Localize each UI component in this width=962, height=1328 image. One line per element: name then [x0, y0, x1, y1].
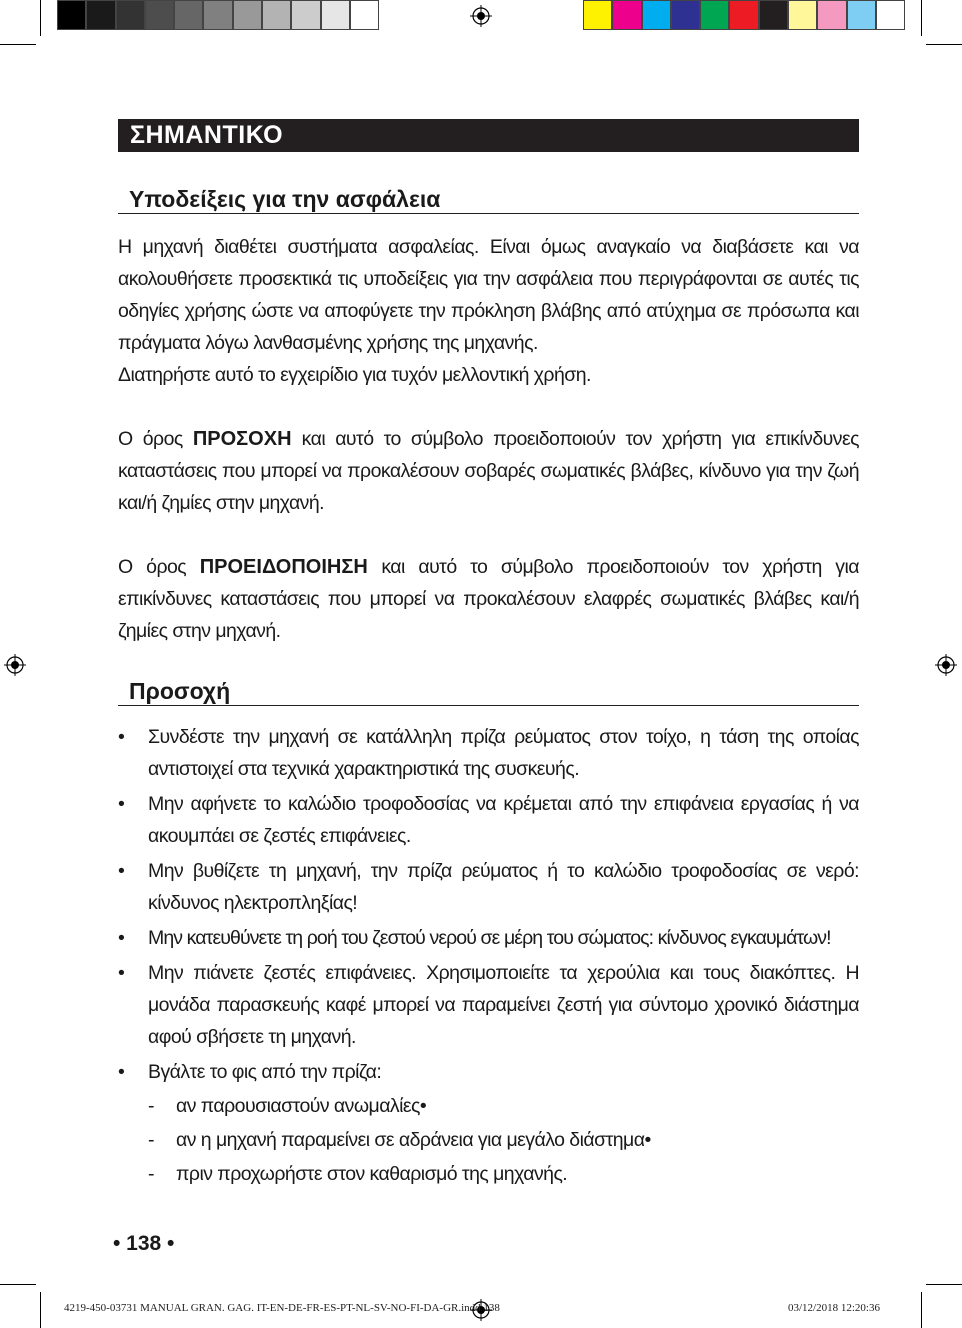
sub-list-item: - πριν προχωρήστε στον καθαρισμό της μηχανής.: [148, 1163, 568, 1185]
color-swatch: [583, 0, 612, 30]
crop-mark: [921, 1292, 922, 1328]
color-swatch: [876, 0, 905, 30]
color-swatch: [57, 0, 86, 30]
warning-keyword: ΠΡΟΕΙΔΟΠΟΙΗΣΗ: [199, 556, 368, 578]
color-swatch: [291, 0, 320, 30]
color-swatch: [174, 0, 203, 30]
list-item: • Μην πιάνετε ζεστές επιφάνειες. Χρησιμοποιείτε τα χερούλια και τους διακόπτες. Η μονάδα παρασκευής καφέ μπορεί να παραμείνει ζεστή για σύντομο χρονικό διάστημα αφού σβήσετε τη μηχανή.: [118, 962, 859, 1048]
list-item: • Μην κατευθύνετε τη ροή του ζεστού νερού σε μέρη του σώματος: κίνδυνος εγκαυμάτων!: [118, 927, 831, 949]
registration-mark-icon: [935, 654, 957, 676]
crop-mark: [40, 0, 41, 36]
safety-body: [118, 231, 859, 647]
caution-list: [118, 721, 859, 1193]
color-swatch: [847, 0, 876, 30]
color-swatch: [233, 0, 262, 30]
page-number: • 138 •: [113, 1232, 175, 1255]
crop-mark: [40, 1292, 41, 1328]
file-slug: 4219-450-03731 MANUAL GRAN. GAG. IT-EN-DE-FR-ES-PT-NL-SV-NO-FI-DA-GR.indd 138: [64, 1302, 500, 1314]
color-swatch: [700, 0, 729, 30]
list-item: • Μην αφήνετε το καλώδιο τροφοδοσίας να κρέμεται από την επιφάνεια εργασίας ή να ακουμπάει σε ζεστές επιφάνειες.: [118, 793, 859, 847]
color-swatch: [788, 0, 817, 30]
crop-mark: [0, 44, 36, 45]
list-item: • Βγάλτε το φις από την πρίζα: - αν παρουσιαστούν ανωμαλίες• - αν η μηχανή παραμείνει σε αδράνεια για μεγάλο διάστημα• - πριν προχωρήστε στον καθαρισμό της μηχανής.: [118, 1056, 859, 1190]
registration-mark-icon: [4, 654, 26, 676]
color-swatch: [350, 0, 379, 30]
caution-definition-paragraph: Ο όρος ΠΡΟΣΟΧΗ και αυτό το σύμβολο προειδοποιούν τον χρήστη για επικίνδυνες καταστάσεις που μπορεί να προκαλέσουν σοβαρές σωματικές βλάβες, κίνδυνο για την ζωή και/ή ζημίες στην μηχανή.: [118, 428, 859, 514]
color-swatch: [671, 0, 700, 30]
color-swatch: [642, 0, 671, 30]
caution-heading: Προσοχή: [118, 676, 859, 706]
warning-definition-paragraph: Ο όρος ΠΡΟΕΙΔΟΠΟΙΗΣΗ και αυτό το σύμβολο προειδοποιούν τον χρήστη για επικίνδυνες καταστάσεις που μπορεί να προκαλέσουν ελαφρές σωματικές βλάβες και/ή ζημίες στην μηχανή.: [118, 556, 859, 642]
intro-paragraph: Η μηχανή διαθέτει συστήματα ασφαλείας. Είναι όμως αναγκαίο να διαβάσετε και να ακολουθήσετε προσεκτικά τις υποδείξεις για την ασφάλεια που περιγράφονται σε αυτές τις οδηγίες χρήσης ώστε να αποφύγετε την πρόκληση βλάβης από ατύχημα σε πρόσωπα και πράγματα λόγω λανθασμένης χρήσης της μηχανής.: [118, 236, 859, 354]
color-swatch: [759, 0, 788, 30]
sub-list-item: - αν παρουσιαστούν ανωμαλίες•: [148, 1095, 427, 1117]
gray-color-bar: [57, 0, 379, 30]
color-swatch: [86, 0, 115, 30]
registration-mark-icon: [470, 5, 492, 27]
crop-mark: [921, 0, 922, 36]
color-swatch: [203, 0, 232, 30]
color-swatch: [262, 0, 291, 30]
color-swatch: [145, 0, 174, 30]
safety-heading: Υποδείξεις για την ασφάλεια: [118, 184, 859, 214]
sub-list-item: - αν η μηχανή παραμείνει σε αδράνεια για μεγάλο διάστημα•: [148, 1129, 651, 1151]
section-banner: ΣΗΜΑΝΤΙΚΟ: [118, 119, 859, 152]
process-color-bar: [583, 0, 905, 30]
list-item: • Μην βυθίζετε τη μηχανή, την πρίζα ρεύματος ή το καλώδιο τροφοδοσίας σε νερό: κίνδυνος ηλεκτροπληξίας!: [118, 860, 859, 914]
keep-manual-paragraph: Διατηρήστε αυτό το εγχειρίδιο για τυχόν μελλοντική χρήση.: [118, 364, 591, 386]
crop-mark: [0, 1284, 36, 1285]
caution-keyword: ΠΡΟΣΟΧΗ: [192, 428, 292, 450]
color-swatch: [612, 0, 641, 30]
list-item: • Συνδέστε την μηχανή σε κατάλληλη πρίζα ρεύματος στον τοίχο, η τάση της οποίας αντιστοιχεί στα τεχνικά χαρακτηριστικά της συσκευής.: [118, 726, 859, 780]
color-swatch: [817, 0, 846, 30]
unplug-conditions-list: [148, 1090, 859, 1190]
color-swatch: [729, 0, 758, 30]
crop-mark: [926, 1284, 962, 1285]
crop-mark: [926, 44, 962, 45]
print-timestamp: 03/12/2018 12:20:36: [788, 1302, 880, 1314]
color-swatch: [116, 0, 145, 30]
color-swatch: [321, 0, 350, 30]
